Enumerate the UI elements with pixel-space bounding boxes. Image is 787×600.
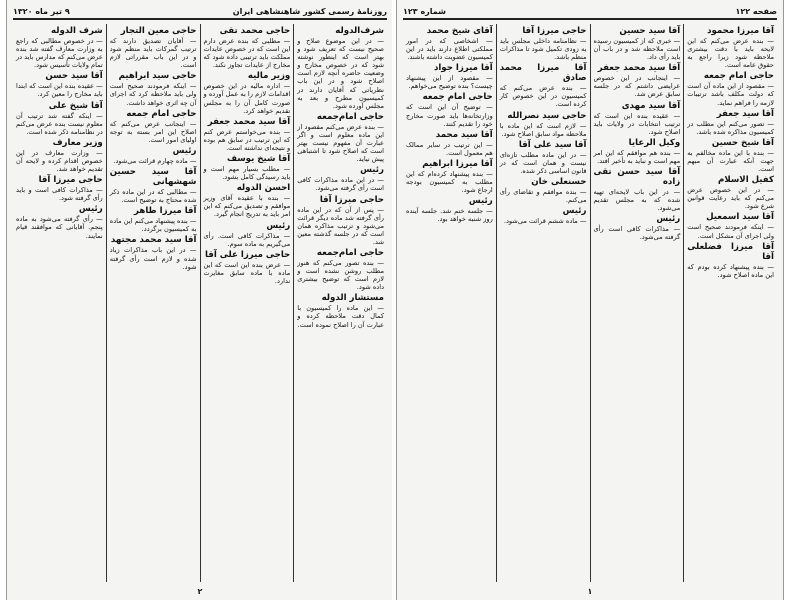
speaker-name: شرف‌الدوله <box>335 26 384 36</box>
speaker-name: حاجی امام جمعه <box>126 108 197 119</box>
right-running-header <box>403 4 777 20</box>
speaker-name: آقا شیخ یوسف <box>227 154 291 165</box>
speech-paragraph <box>110 26 197 69</box>
speech-paragraph <box>687 242 774 279</box>
speech-text: — بنده می‌خواستم عرض کنم که این ترتیب در سابق هم بوده و نتیجه‌ای نداشته است. <box>203 127 291 152</box>
speech-text: — اینکه فرمودند صحیح است ولی اجرای آن مشکل است. <box>687 223 774 240</box>
speaker-name: حاجی امام جمعه <box>703 71 774 82</box>
speech-text: — آقایان تصدیق دارند که ترتیب گمرکات باید منظم شود و در این باب مقرراتی لازم است. <box>109 37 197 70</box>
left-newspaper-page <box>6 0 394 600</box>
right-newspaper-page <box>396 0 784 600</box>
speaker-name: آقا سید محمد مجتهد <box>110 235 197 246</box>
speaker-name: وکیل الرعایا <box>628 137 681 148</box>
speech-paragraph <box>297 26 384 110</box>
text-column <box>590 24 684 582</box>
speech-text: — اینجانب در این خصوص عرایضی داشتم که در جلسه سابق عرض شد. <box>593 74 681 99</box>
speech-paragraph <box>500 111 587 138</box>
speech-paragraph <box>406 159 493 194</box>
speech-paragraph <box>687 175 774 210</box>
left-header-title: روزنامهٔ رسمی کشور شاهنشاهی ایران <box>232 6 387 16</box>
speech-text: — لازم است که این ماده با ملاحظه مواد سابق اصلاح شود. <box>499 121 587 138</box>
speaker-name: رئیس <box>266 220 291 231</box>
speech-text: — این ماده را کمیسیون با کمال دقت ملاحظه کرده و عبارت آن را اصلاح نموده است. <box>297 304 384 329</box>
speech-paragraph <box>687 138 774 173</box>
speech-text: — وزارت معارف در این خصوص اقدام کرده و لایحه آن تقدیم خواهد شد. <box>16 148 103 174</box>
speech-text: — عرض بنده این است که این ماده با ماده سابق مغایرت ندارد. <box>203 260 291 285</box>
speech-text: — اشخاصی که در امور مملکتی اطلاع دارند باید در این کمیسیون عضویت داشته باشند. <box>406 37 493 62</box>
speaker-name: حاجی میرزا علی آقا <box>205 249 291 260</box>
speech-text: — مذاکرات کافی است. رأی می‌گیریم به ماده سوم. <box>203 231 291 248</box>
speech-paragraph <box>297 112 384 163</box>
speech-paragraph <box>406 130 493 157</box>
speech-paragraph <box>204 250 291 285</box>
speaker-name: وزیر مالیه <box>247 71 291 82</box>
speech-paragraph <box>297 248 384 291</box>
speech-text: — جلسه ختم شد. جلسه آینده روز شنبه خواهد بود. <box>406 207 493 224</box>
speech-paragraph <box>500 63 587 108</box>
speech-text: — اینکه گفته شد ترتیب آن معلوم نیست بنده عرض می‌کنم در نظامنامه ذکر شده است. <box>16 111 103 136</box>
speaker-name: آقا سید حسن <box>45 71 103 82</box>
text-column <box>403 24 496 582</box>
speech-text: — بنده موافقم و تقاضای رأی می‌کنم. <box>499 188 587 205</box>
speech-paragraph <box>204 26 291 69</box>
speech-paragraph <box>204 154 291 181</box>
speech-paragraph <box>500 140 587 175</box>
left-page-number: ۲ <box>197 587 203 596</box>
speech-text: — پس از آن که در این ماده رأی گرفته شد ماده دیگر قرائت می‌شود و ترتیب مذاکره همان است که در جلسه گذشته معین شد. <box>297 205 384 246</box>
speech-text: — در این باب لایحه‌ای تهیه شده که به مجلس تقدیم می‌شود. <box>593 188 681 213</box>
speaker-name: حاجی معین التجار <box>120 26 197 36</box>
speaker-name: حاجی میرزا آقا <box>38 175 103 186</box>
speech-text: — بنده هم موافقم که این امر مهم است و نباید به تأخیر افتد. <box>593 148 681 165</box>
speech-text: — بنده عرض می‌کنم مقصود از این ماده معلوم است و اگر عبارت آن مفهوم نیست بهتر است که اصلاح شود تا اشتباهی پیش نیاید. <box>297 122 384 164</box>
speaker-name: احسن الدوله <box>236 183 291 194</box>
speech-paragraph <box>16 138 103 173</box>
speech-text: — بنده تصور می‌کنم که هنوز مطلب روشن نشده است و لازم است که توضیح بیشتری داده شود. <box>297 258 384 292</box>
speaker-name: آقا شیخ حسین <box>711 137 774 148</box>
speaker-name: حاجی امام‌جمعه <box>316 111 384 122</box>
speech-text: — بنده با عقیده آقای وزیر موافقم و تصدیق می‌کنم که این امر باید به تدریج انجام گیرد. <box>203 194 291 219</box>
speech-text: — مقصود از این ماده آن است که دولت مکلف باشد ترتیبات لازمه را فراهم نماید. <box>687 82 774 107</box>
speech-paragraph <box>110 146 197 165</box>
right-header-issue: شماره ۱۲۳ <box>403 6 447 16</box>
speech-text: — بنده پیشنهاد می‌کنم این ماده به کمیسیون برگردد. <box>109 217 197 234</box>
speech-text: — مقصود از این پیشنهاد چیست؟ بنده توضیح می‌خواهم. <box>406 74 493 91</box>
speech-paragraph <box>500 206 587 225</box>
speech-paragraph <box>406 26 493 61</box>
speaker-name: کفیل الاسلام <box>718 175 774 186</box>
speaker-name: آقا سید اسمعیل <box>706 212 774 223</box>
speaker-name: رئیس <box>562 206 587 217</box>
left-header-date: ۹ تیر ماه ۱۳۲۰ <box>13 6 70 16</box>
right-columns <box>403 24 777 582</box>
speaker-name: مستشار الدوله <box>321 293 384 304</box>
speech-text: — در این باب مذاکرات زیاد شده و لازم است رأی گرفته شود. <box>109 246 197 271</box>
text-column <box>293 24 387 582</box>
speech-text: — مطلبی که بنده عرض دارم این است که در خصوص عایدات مملکت باید ترتیبی داده شود که مخارج از عایدات تجاوز نکند. <box>203 37 291 70</box>
speaker-name: حاجی امام جمعه <box>422 92 493 103</box>
left-columns <box>13 24 387 582</box>
speech-paragraph <box>687 212 774 239</box>
speaker-name: آقا میرزا محمد صادق <box>499 63 587 84</box>
speech-text: — مذاکرات کافی است و باید رأی گرفته شود. <box>16 186 103 203</box>
speaker-name: آقا سید حسن تقی زاده <box>593 167 681 188</box>
speaker-name: آقا میرزا محمود <box>707 26 774 36</box>
speech-text: — عقیده بنده این است که ابتدا باید مخارج را معین کرد. <box>16 82 103 99</box>
speaker-name: رئیس <box>172 145 197 156</box>
speech-text: — اداره مالیه در این خصوص اقدامات لازم را به عمل آورده و صورت کامل آن را به مجلس تقدیم خواهد کرد. <box>203 82 291 115</box>
speaker-name: آقا شیخ علی <box>48 100 103 111</box>
speech-text: — اینجانب عرض می‌کنم که اصلاح این امر بسته به توجه اولیای امور است. <box>109 119 197 144</box>
speech-text: — در این موضوع صلاح و صحیح نیست که تعریف شود و بهتر است که اینطور نوشته شود که در خصوص مخارج و وضعیت حاضره آنچه لازم است اصلاح شود و در این باب نظریاتی که آقایان دارند در کمیسیون مطرح و بعد به مجلس آورده شود. <box>297 37 384 110</box>
speech-text: — این ترتیب در سایر ممالک هم معمول است. <box>406 140 493 157</box>
speech-text: — ماده چهارم قرائت می‌شود. <box>113 156 197 165</box>
speech-paragraph <box>297 165 384 192</box>
speaker-name: وزیر معارف <box>52 137 103 148</box>
speech-paragraph <box>594 214 681 241</box>
text-column <box>683 24 777 582</box>
speech-text: — در این خصوص عرض می‌کنم که باید رعایت قوانین شرع شود. <box>687 186 774 211</box>
speaker-name: آقا سید محمد جعفر <box>597 63 681 74</box>
speech-paragraph <box>110 71 197 106</box>
speaker-name: حسنعلی خان <box>531 177 587 188</box>
speech-text: — اینکه فرمودند صحیح است ولی باید ملاحظه کرد که اجرای آن چه اثری خواهد داشت. <box>109 82 197 107</box>
text-column <box>106 24 200 582</box>
text-column <box>13 24 106 582</box>
speech-paragraph <box>16 101 103 136</box>
speech-paragraph <box>16 204 103 239</box>
speaker-name: رئیس <box>360 165 384 176</box>
speaker-name: رئیس <box>656 214 681 225</box>
text-column <box>496 24 590 582</box>
speech-paragraph <box>204 117 291 152</box>
speech-paragraph <box>687 26 774 69</box>
speech-paragraph <box>204 71 291 114</box>
speech-paragraph <box>297 195 384 246</box>
speech-text: — بنده عرض می‌کنم که کمیسیون در این خصوص کار کرده است. <box>499 84 587 109</box>
speaker-name: حاجی میرزا آقا <box>522 26 587 36</box>
speaker-name: آقای شیخ محمد <box>426 26 493 36</box>
speech-text: — بنده پیشنهاد کرده‌ام که این مطلب به کمیسیون بودجه ارجاع شود. <box>406 169 493 195</box>
speaker-name: حاجی سید ابراهیم <box>118 71 197 82</box>
speech-text: — مذاکرات کافی است رأی گرفته می‌شود. <box>593 225 681 242</box>
speaker-name: آقا سید حسین شهشهانی <box>109 167 197 188</box>
speech-text: — در این ماده مذاکرات کافی است رأی گرفته می‌شود. <box>297 176 384 193</box>
left-running-header <box>13 4 387 20</box>
speaker-name: آقا سید حسین <box>619 26 681 36</box>
right-page-number: ۱ <box>587 587 593 596</box>
speaker-name: حاجی میرزا آقا <box>319 194 384 205</box>
speech-paragraph <box>594 101 681 136</box>
speaker-name: حاجی سید نصرالله <box>507 110 587 121</box>
speaker-name: آقا سید جعفر <box>716 108 774 119</box>
speech-text: — تصور می‌کنم این مطلب در کمیسیون مذاکره شده باشد. <box>687 119 774 136</box>
speech-text: — خبری که از کمیسیون رسیده است ملاحظه شد و در باب آن باید رأی داد. <box>593 37 681 62</box>
speaker-name: حاجی محمد تقی <box>219 26 291 36</box>
speaker-name: رئیس <box>468 196 493 207</box>
speaker-name: شرف الدوله <box>51 26 103 36</box>
speaker-name: آقا سید محمد <box>435 129 493 140</box>
speaker-name: آقا میرزا جواد <box>433 63 493 74</box>
speech-text: — مطلب بسیار مهم است و باید رسیدگی کامل بشود. <box>203 165 291 182</box>
speech-paragraph <box>110 206 197 233</box>
speech-paragraph <box>110 235 197 270</box>
speech-paragraph <box>594 167 681 212</box>
speech-paragraph <box>594 26 681 61</box>
speech-paragraph <box>110 167 197 204</box>
speech-paragraph <box>500 26 587 61</box>
speech-text: — نظامنامه داخلی مجلس باید به زودی تکمیل شود تا مذاکرات منظم باشد. <box>499 37 587 62</box>
speech-paragraph <box>594 63 681 98</box>
speech-text: — عقیده بنده این است که ترتیب انتخابات در ولایات باید اصلاح شود. <box>593 111 681 136</box>
speech-paragraph <box>687 71 774 106</box>
speech-text: — رأی گرفته می‌شود به ماده پنجم. آقایانی که موافقند قیام نمایند. <box>16 215 103 240</box>
speech-paragraph <box>687 109 774 136</box>
speech-paragraph <box>16 26 103 69</box>
speech-paragraph <box>204 221 291 248</box>
speech-text: — مطالبی که در این ماده ذکر شده محتاج به توضیح است. <box>109 188 197 205</box>
speech-paragraph <box>406 92 493 127</box>
speaker-name: آقا سید مهدی <box>621 100 681 111</box>
speech-paragraph <box>110 109 197 144</box>
speech-text: — در این ماده مطلب تازه‌ای نیست و همان است که در قانون اساسی ذکر شده. <box>499 150 587 175</box>
speech-paragraph <box>204 183 291 218</box>
speech-text: — بنده عرض می‌کنم که این لایحه باید با دقت بیشتری ملاحظه شود زیرا راجع به حقوق عامه است. <box>687 37 774 70</box>
speech-paragraph <box>297 293 384 328</box>
speech-paragraph <box>406 63 493 90</box>
speech-text: — ماده ششم قرائت می‌شود. <box>503 217 587 226</box>
speaker-name: آقا سید محمد جعفر <box>207 116 291 127</box>
speaker-name: آقا میرزا ابراهیم <box>422 158 493 169</box>
speech-text: — توضیح آن این است که وزارتخانه‌ها باید صورت مخارج خود را تقدیم کنند. <box>406 103 493 128</box>
speech-paragraph <box>500 177 587 204</box>
speaker-name: آقا میرزا طاهر <box>134 206 197 217</box>
speaker-name: رئیس <box>78 204 103 215</box>
right-header-page: صفحه ۱۲۲ <box>735 6 777 16</box>
speech-text: — در خصوص مطالبی که راجع به وزارت معارف گفته شد بنده عرض می‌کنم که مدارس باید در تمام ولایات تأسیس شود. <box>16 37 103 70</box>
speaker-name: آقا میرزا فضلعلی آقا <box>687 241 774 262</box>
speech-paragraph <box>16 71 103 98</box>
speech-text: — بنده پیشنهاد کرده بودم که این ماده اصلاح شود. <box>687 262 774 279</box>
speaker-name: حاجی امام‌جمعه <box>316 247 384 258</box>
speech-text: — بنده با این ماده مخالفم به جهت آنکه عبارت آن مبهم است. <box>687 148 774 174</box>
speech-paragraph <box>594 138 681 165</box>
speech-paragraph <box>16 175 103 202</box>
speech-paragraph <box>406 196 493 223</box>
text-column <box>200 24 294 582</box>
speaker-name: آقا سید علی آقا <box>518 139 587 150</box>
